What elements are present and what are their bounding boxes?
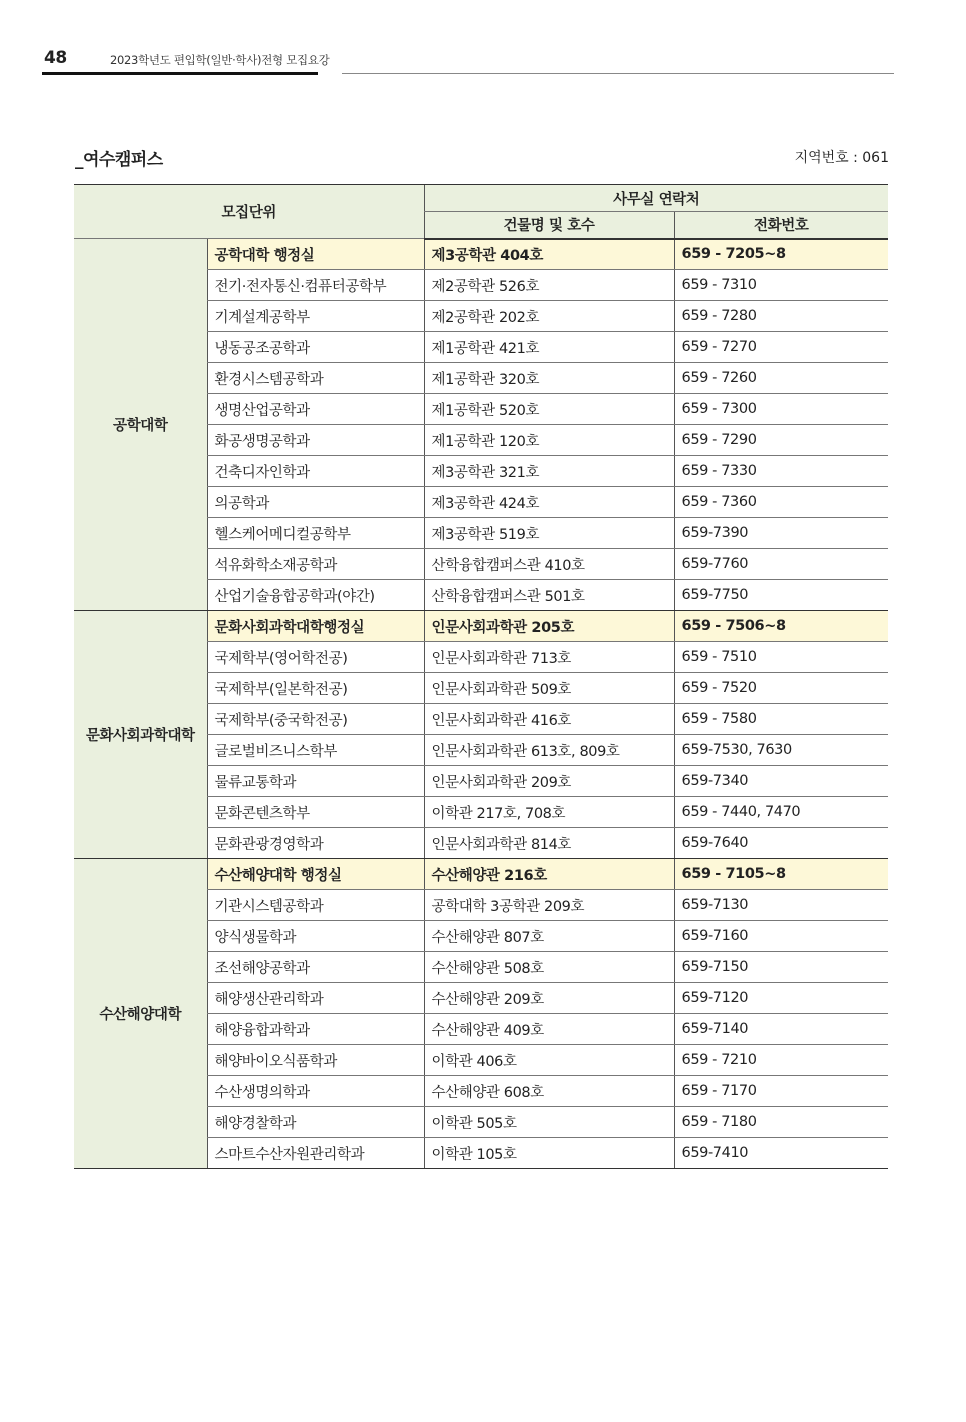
area-code: 지역번호 : 061 (794, 150, 889, 166)
phone-number: 659-7760 (674, 549, 888, 580)
phone-number: 659 - 7580 (674, 704, 888, 735)
building-room: 제2공학관 526호 (424, 270, 674, 301)
header-phone: 전화번호 (674, 212, 888, 239)
department-name: 수산생명의학과 (207, 1076, 424, 1107)
department-name: 스마트수산자원관리학과 (207, 1138, 424, 1169)
department-name: 기관시스템공학과 (207, 890, 424, 921)
building-room: 수산해양관 209호 (424, 983, 674, 1014)
building-room: 인문사회과학관 416호 (424, 704, 674, 735)
phone-number: 659 - 7180 (674, 1107, 888, 1138)
building-room: 수산해양관 409호 (424, 1014, 674, 1045)
department-name: 냉동공조공학과 (207, 332, 424, 363)
phone-number: 659 - 7506~8 (674, 611, 888, 642)
phone-number: 659-7530, 7630 (674, 735, 888, 766)
department-name: 수산해양대학 행정실 (207, 859, 424, 890)
building-room: 산학융합캠퍼스관 410호 (424, 549, 674, 580)
department-name: 조선해양공학과 (207, 952, 424, 983)
department-name: 생명산업공학과 (207, 394, 424, 425)
building-room: 수산해양관 608호 (424, 1076, 674, 1107)
building-room: 제3공학관 519호 (424, 518, 674, 549)
phone-number: 659 - 7270 (674, 332, 888, 363)
department-name: 해양바이오식품학과 (207, 1045, 424, 1076)
department-name: 국제학부(중국학전공) (207, 704, 424, 735)
department-name: 환경시스템공학과 (207, 363, 424, 394)
office-row (74, 239, 888, 270)
building-room: 이학관 217호, 708호 (424, 797, 674, 828)
building-room: 제1공학관 320호 (424, 363, 674, 394)
header-row (74, 185, 888, 212)
department-name: 산업기술융합공학과(야간) (207, 580, 424, 611)
department-name: 글로벌비즈니스학부 (207, 735, 424, 766)
department-name: 국제학부(일본학전공) (207, 673, 424, 704)
phone-number: 659-7410 (674, 1138, 888, 1169)
department-name: 기계설계공학부 (207, 301, 424, 332)
department-name: 해양생산관리학과 (207, 983, 424, 1014)
building-room: 인문사회과학관 209호 (424, 766, 674, 797)
building-room: 제3공학관 321호 (424, 456, 674, 487)
phone-number: 659 - 7310 (674, 270, 888, 301)
header-rule-thin (342, 73, 894, 74)
department-name: 물류교통학과 (207, 766, 424, 797)
phone-number: 659 - 7260 (674, 363, 888, 394)
phone-number: 659-7390 (674, 518, 888, 549)
phone-number: 659 - 7330 (674, 456, 888, 487)
building-room: 수산해양관 216호 (424, 859, 674, 890)
college-name: 공학대학 (74, 239, 207, 611)
phone-number: 659-7120 (674, 983, 888, 1014)
phone-number: 659 - 7280 (674, 301, 888, 332)
building-room: 인문사회과학관 814호 (424, 828, 674, 859)
building-room: 제1공학관 120호 (424, 425, 674, 456)
department-name: 헬스케어메디컬공학부 (207, 518, 424, 549)
header-office-contact: 사무실 연락처 (424, 185, 888, 212)
college-name: 수산해양대학 (74, 859, 207, 1169)
department-name: 문화콘텐츠학부 (207, 797, 424, 828)
department-name: 문화사회과학대학행정실 (207, 611, 424, 642)
phone-number: 659 - 7205~8 (674, 239, 888, 270)
department-name: 공학대학 행정실 (207, 239, 424, 270)
department-name: 해양경찰학과 (207, 1107, 424, 1138)
table-body (74, 239, 888, 1169)
building-room: 제3공학관 404호 (424, 239, 674, 270)
phone-number: 659 - 7510 (674, 642, 888, 673)
building-room: 이학관 406호 (424, 1045, 674, 1076)
building-room: 이학관 105호 (424, 1138, 674, 1169)
phone-number: 659-7140 (674, 1014, 888, 1045)
building-room: 제1공학관 520호 (424, 394, 674, 425)
department-name: 국제학부(영어학전공) (207, 642, 424, 673)
department-name: 의공학과 (207, 487, 424, 518)
header-unit: 모집단위 (74, 185, 424, 239)
building-room: 수산해양관 807호 (424, 921, 674, 952)
phone-number: 659 - 7290 (674, 425, 888, 456)
phone-number: 659 - 7105~8 (674, 859, 888, 890)
phone-number: 659 - 7210 (674, 1045, 888, 1076)
department-name: 양식생물학과 (207, 921, 424, 952)
department-name: 문화관광경영학과 (207, 828, 424, 859)
phone-number: 659-7150 (674, 952, 888, 983)
header-building: 건물명 및 호수 (424, 212, 674, 239)
building-room: 제2공학관 202호 (424, 301, 674, 332)
phone-number: 659-7340 (674, 766, 888, 797)
phone-number: 659-7640 (674, 828, 888, 859)
building-room: 인문사회과학관 613호, 809호 (424, 735, 674, 766)
building-room: 산학융합캠퍼스관 501호 (424, 580, 674, 611)
college-name: 문화사회과학대학 (74, 611, 207, 859)
phone-number: 659 - 7300 (674, 394, 888, 425)
section-title: _여수캠퍼스 (75, 150, 163, 170)
department-name: 전기·전자통신·컴퓨터공학부 (207, 270, 424, 301)
phone-number: 659 - 7170 (674, 1076, 888, 1107)
building-room: 이학관 505호 (424, 1107, 674, 1138)
phone-number: 659-7130 (674, 890, 888, 921)
building-room: 인문사회과학관 509호 (424, 673, 674, 704)
contact-table (74, 184, 888, 1169)
phone-number: 659 - 7360 (674, 487, 888, 518)
department-name: 석유화학소재공학과 (207, 549, 424, 580)
page-number: 48 (44, 48, 67, 68)
department-name: 건축디자인학과 (207, 456, 424, 487)
office-row (74, 611, 888, 642)
document-title: 2023학년도 편입학(일반·학사)전형 모집요강 (110, 53, 330, 67)
department-name: 화공생명공학과 (207, 425, 424, 456)
building-room: 제3공학관 424호 (424, 487, 674, 518)
building-room: 인문사회과학관 713호 (424, 642, 674, 673)
building-room: 공학대학 3공학관 209호 (424, 890, 674, 921)
office-row (74, 859, 888, 890)
phone-number: 659-7160 (674, 921, 888, 952)
building-room: 수산해양관 508호 (424, 952, 674, 983)
phone-number: 659 - 7440, 7470 (674, 797, 888, 828)
building-room: 인문사회과학관 205호 (424, 611, 674, 642)
building-room: 제1공학관 421호 (424, 332, 674, 363)
header-rule-thick (42, 72, 318, 75)
department-name: 해양융합과학과 (207, 1014, 424, 1045)
phone-number: 659 - 7520 (674, 673, 888, 704)
phone-number: 659-7750 (674, 580, 888, 611)
